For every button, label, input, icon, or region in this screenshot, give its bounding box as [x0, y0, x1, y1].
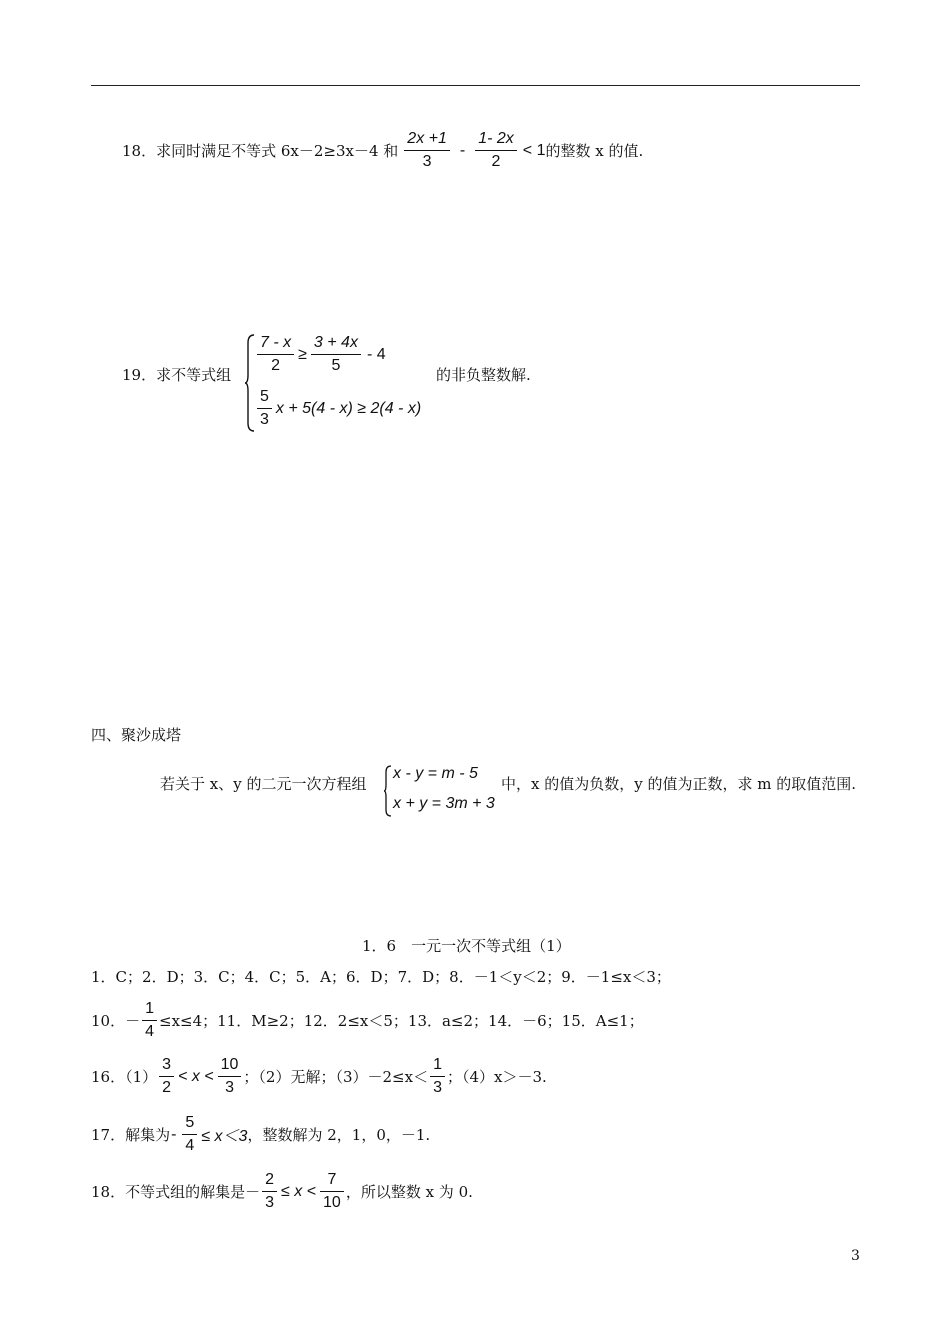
q19-r1-fraction-2: [311, 334, 361, 375]
answer-18-tail: ，所以整数 x 为 0.: [345, 1183, 473, 1201]
answers-line-18: [91, 1171, 473, 1212]
answers-line-16: [91, 1056, 547, 1097]
section-4-tail: 中，x 的值为负数，y 的值为正数，求 m 的取值范围.: [501, 775, 856, 793]
q19-r1-fraction-1: [257, 334, 294, 375]
section-4-lead: 若关于 x、y 的二元一次方程组: [160, 775, 367, 793]
answer-16-tail: ；（4）x＞－3.: [447, 1068, 547, 1086]
q18-f1-numerator: 2x +1: [404, 130, 450, 151]
q18-tail: 的整数 x 的值.: [545, 142, 644, 160]
q19-r2-numerator: 5: [257, 388, 272, 409]
answer-16-mid: < x <: [178, 1067, 214, 1085]
answers-line-1: 1．C；2．D；3．C；4．C；5．A；6．D；7．D；8．－1＜y＜2；9．－1≤x＜3；: [91, 968, 671, 986]
answer-16-lead: 16．（1）: [91, 1068, 158, 1086]
q19-r1-f1-numerator: 7 - x: [257, 334, 294, 355]
answer-18-mid: ≤ x <: [281, 1182, 317, 1200]
answer-17-mid: ≤ x＜3: [201, 1128, 248, 1145]
header-rule: [91, 85, 860, 86]
answer-17-denominator: 4: [185, 1137, 195, 1154]
q19-row-1: [255, 334, 386, 375]
q18-minus: -: [459, 141, 466, 159]
q18-fraction-2: [475, 130, 517, 171]
answer-17-lead: 17．解集为: [91, 1126, 171, 1144]
answer-17-tail: ，整数解为 2，1，0，－1.: [247, 1126, 431, 1144]
answer-18-lead: 18．不等式组的解集是－: [91, 1183, 261, 1201]
answer-17-minus: -: [171, 1125, 177, 1143]
answer-16-mid-2: ；（2）无解；（3）－2≤x＜: [243, 1068, 429, 1086]
q19-r2-tail: x + 5(4 - x) ≥ 2(4 - x): [275, 399, 422, 417]
answer-16-fraction-1: [159, 1056, 174, 1097]
answer-10-fraction: [142, 1000, 157, 1041]
answer-16-fraction-3: [430, 1056, 445, 1097]
answer-18-f2-denominator: 10: [323, 1194, 341, 1211]
answers-line-17: [91, 1114, 430, 1155]
q18-f2-numerator: 1- 2x: [475, 130, 517, 151]
q19-row-2: [255, 388, 421, 429]
answer-16-f3-numerator: 1: [430, 1056, 445, 1077]
answer-18-fraction-1: [262, 1171, 277, 1212]
answers-line-10: [91, 1000, 644, 1041]
page-number: 3: [851, 1248, 860, 1264]
q19-r1-geq: ≥: [298, 345, 307, 363]
answer-18-f1-numerator: 2: [262, 1171, 277, 1192]
answer-16-f1-numerator: 3: [159, 1056, 174, 1077]
answer-16-f2-denominator: 3: [225, 1079, 234, 1096]
q19-r1-f2-denominator: 5: [331, 357, 341, 374]
section-4-left-brace: [383, 764, 393, 818]
answer-16-f2-numerator: 10: [218, 1056, 242, 1077]
answer-17-numerator: 5: [182, 1114, 197, 1135]
q19-r1-f1-denominator: 2: [271, 357, 281, 374]
q18-f1-denominator: 3: [422, 153, 432, 170]
answer-10-tail: ≤x≤4；11．M≥2；12．2≤x＜5；13．a≤2；14．－6；15．A≤1；: [159, 1012, 644, 1030]
q19-r2-denominator: 3: [260, 411, 269, 428]
q18-fraction-1: [404, 130, 450, 171]
answer-18-f1-denominator: 3: [265, 1194, 274, 1211]
answer-10-denominator: 4: [145, 1023, 154, 1040]
question-18: [122, 130, 643, 171]
answer-18-fraction-2: [320, 1171, 344, 1212]
q18-lead: 18．求同时满足不等式 6x－2≥3x－4 和: [122, 142, 399, 160]
answer-16-fraction-2: [218, 1056, 242, 1097]
q19-r1-tail: - 4: [366, 345, 386, 363]
section-4-equation-1: x - y = m - 5: [393, 765, 478, 782]
answer-16-f3-denominator: 3: [433, 1079, 442, 1096]
answer-16-f1-denominator: 2: [162, 1079, 172, 1096]
answer-10-lead: 10．－: [91, 1012, 141, 1030]
q18-f2-denominator: 2: [491, 153, 501, 170]
q19-r1-f2-numerator: 3 + 4x: [311, 334, 361, 355]
answers-title: 1．6 一元一次不等式组（1）: [362, 937, 571, 955]
q18-less-than-1: < 1: [522, 141, 546, 159]
section-4-heading: 四、聚沙成塔: [91, 726, 182, 744]
answer-17-fraction: [182, 1114, 197, 1155]
answer-10-numerator: 1: [142, 1000, 157, 1021]
q19-lead: 19．求不等式组: [122, 366, 232, 384]
answer-18-f2-numerator: 7: [320, 1171, 344, 1192]
q19-tail: 的非负整数解.: [436, 366, 531, 384]
section-4-equation-2: x + y = 3m + 3: [393, 795, 495, 812]
q19-r2-fraction: [257, 388, 272, 429]
